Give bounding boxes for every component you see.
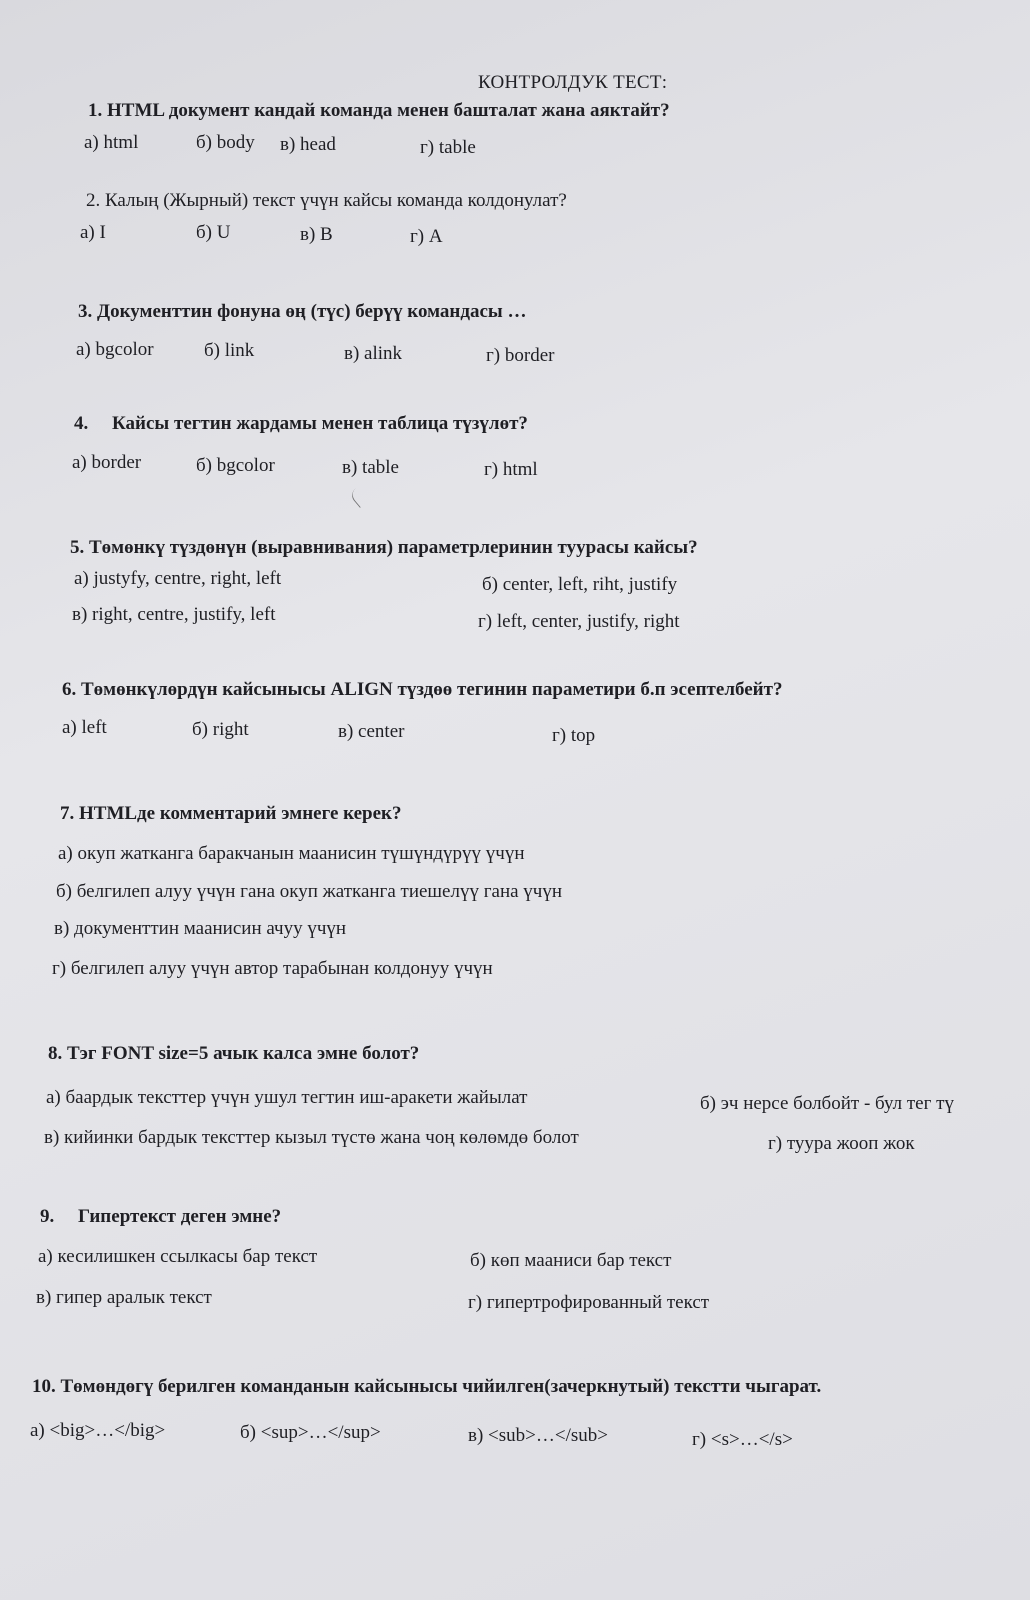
question-10: 10. Төмөндөгү берилген команданын кайсынысы чийилген(зачеркнутый) текстти чыгарат. <box>32 1376 822 1397</box>
page-title: КОНТРОЛДУК ТЕСТ: <box>478 72 668 93</box>
q4-option-a: а) border <box>72 452 142 473</box>
question-2: 2. Калың (Жырный) текст үчүн кайсы команда колдонулат? <box>86 190 567 211</box>
question-3: 3. Документтин фонуна өң (түс) берүү командасы … <box>78 301 527 322</box>
q2-option-d: г) A <box>410 226 443 247</box>
q10-option-d: г) <s>…</s> <box>692 1429 793 1450</box>
q1-option-d: г) table <box>420 137 476 158</box>
q2-option-b: б) U <box>196 222 231 243</box>
question-4: 4. Кайсы тегтин жардамы менен таблица түзүлөт? <box>74 413 528 434</box>
q8-option-b: б) эч нерсе болбойт - бул тег тү <box>700 1093 954 1114</box>
q5-option-a: а) justyfy, centre, right, left <box>74 568 282 589</box>
q3-option-d: г) border <box>486 345 555 366</box>
q6-option-c: в) center <box>338 721 405 742</box>
q10-option-c: в) <sub>…</sub> <box>468 1425 608 1446</box>
q5-option-d: г) left, center, justify, right <box>478 611 680 632</box>
q5-option-b: б) center, left, riht, justify <box>482 574 678 595</box>
pen-mark <box>348 482 374 508</box>
q7-option-b: б) белгилеп алуу үчүн гана окуп жатканга тиешелүү гана үчүн <box>56 881 563 902</box>
question-6: 6. Төмөнкүлөрдүн кайсынысы ALIGN түздөө тегинин параметири б.п эсептелбейт? <box>62 679 783 700</box>
question-5: 5. Төмөнкү түздөнүн (выравнивания) параметрлеринин туурасы кайсы? <box>70 537 698 558</box>
q9-option-c: в) гипер аралык текст <box>36 1287 212 1308</box>
q8-option-d: г) туура жооп жок <box>768 1133 915 1154</box>
q9-option-b: б) көп мааниси бар текст <box>470 1250 672 1271</box>
q1-option-c: в) head <box>280 134 336 155</box>
q9-option-a: а) кесилишкен ссылкасы бар текст <box>38 1246 318 1267</box>
q4-option-d: г) html <box>484 459 538 480</box>
q7-option-d: г) белгилеп алуу үчүн автор тарабынан колдонуу үчүн <box>52 958 493 979</box>
q10-option-a: а) <big>…</big> <box>30 1420 166 1441</box>
q2-option-a: а) I <box>80 222 106 243</box>
question-9: 9. Гипертекст деген эмне? <box>40 1206 282 1227</box>
q6-option-b: б) right <box>192 719 249 740</box>
q3-option-a: а) bgcolor <box>76 339 154 360</box>
q7-option-a: а) окуп жатканга баракчанын маанисин түшүндүрүү үчүн <box>58 843 525 864</box>
q9-option-d: г) гипертрофированный текст <box>468 1292 710 1313</box>
q4-option-c: в) table <box>342 457 399 478</box>
q6-option-a: а) left <box>62 717 107 738</box>
q10-option-b: б) <sup>…</sup> <box>240 1422 381 1443</box>
question-8: 8. Тэг FONT size=5 ачык калса эмне болот? <box>48 1043 420 1064</box>
q2-option-c: в) B <box>300 224 333 245</box>
question-7: 7. HTMLде комментарий эмнеге керек? <box>60 803 402 824</box>
q3-option-c: в) alink <box>344 343 403 364</box>
q6-option-d: г) top <box>552 725 596 746</box>
q3-option-b: б) link <box>204 340 255 361</box>
q1-option-a: а) html <box>84 132 139 153</box>
q1-option-b: б) body <box>196 132 255 153</box>
q5-option-c: в) right, centre, justify, left <box>72 604 276 625</box>
question-1: 1. HTML документ кандай команда менен башталат жана аяктайт? <box>88 100 670 121</box>
q8-option-c: в) кийинки бардык тексттер кызыл түстө жана чоң көлөмдө болот <box>44 1127 579 1148</box>
q7-option-c: в) документтин маанисин ачуу үчүн <box>54 918 347 939</box>
q8-option-a: а) баардык тексттер үчүн ушул тегтин иш-аракети жайылат <box>46 1087 528 1108</box>
q4-option-b: б) bgcolor <box>196 455 275 476</box>
